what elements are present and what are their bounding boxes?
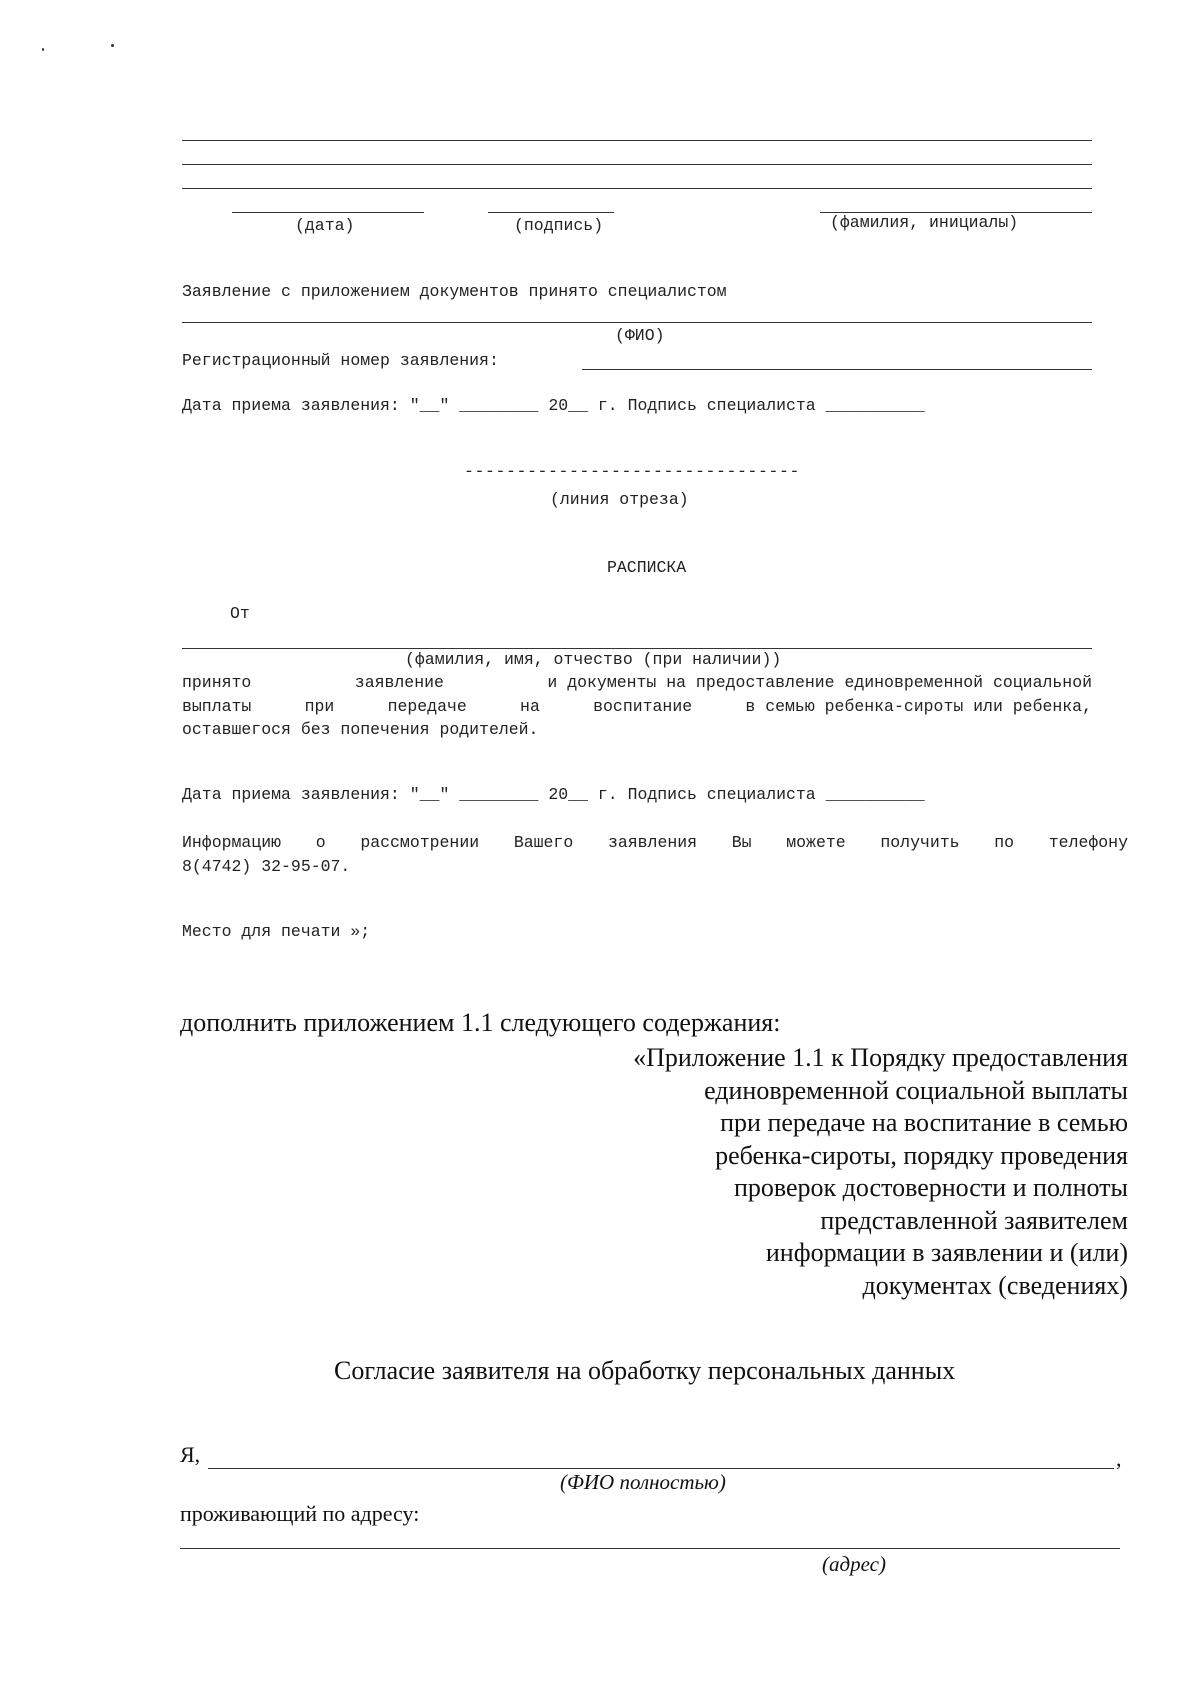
info-word: Вашего (513, 833, 574, 852)
receipt-word: принято (182, 673, 252, 692)
consent-fio-comma: , (1116, 1446, 1122, 1471)
receipt-word: и документы на предоставление единовременной социальной (547, 673, 1092, 692)
appendix-line: при передаче на воспитание в семью (720, 1108, 1128, 1137)
cut-line: -------------------------------- (464, 462, 801, 481)
appendix-line: единовременной социальной выплаты (704, 1075, 1128, 1105)
receipt-word: заявление (354, 673, 444, 692)
receipt-fio-line (182, 648, 1092, 649)
receipt-word: при (304, 697, 335, 716)
consent-fio-caption: (ФИО полностью) (560, 1470, 726, 1494)
consent-address-caption: (адрес) (822, 1552, 886, 1576)
receipt-body-line-2 (182, 697, 1092, 716)
appendix-line: информации в заявлении и (или) (765, 1238, 1128, 1267)
reg-number-line (582, 369, 1092, 370)
signature-caption: (подпись) (514, 216, 604, 235)
amendment-intro: дополнить приложением 1.1 следующего содержания: (180, 1008, 781, 1037)
signature-line (488, 212, 614, 213)
receipt-word: на (520, 697, 540, 716)
stamp-place: Место для печати »; (182, 922, 371, 941)
receipt-word: передаче (387, 697, 467, 716)
info-word: о (315, 833, 326, 852)
appendix-line: ребенка-сироты, порядку проведения (715, 1140, 1128, 1170)
consent-address-label: проживающий по адресу: (180, 1501, 420, 1526)
name-caption: (фамилия, инициалы) (830, 213, 1019, 232)
blank-line-3 (182, 188, 1092, 189)
scan-speck (111, 44, 114, 47)
specialist-fio-caption: (ФИО) (615, 326, 665, 345)
date-line (232, 212, 424, 213)
consent-i-label: Я, (180, 1442, 201, 1467)
appendix-heading (633, 1042, 1128, 1302)
info-word: можете (786, 833, 846, 852)
appendix-line: документах (сведениях) (862, 1270, 1128, 1300)
appendix-line: представленной заявителем (820, 1205, 1128, 1235)
appendix-line: проверок достоверности и полноты (733, 1173, 1128, 1202)
info-word: по (994, 833, 1015, 852)
consent-address-line (180, 1548, 1120, 1549)
receipt-date-line: Дата приема заявления: "__" ________ 20__ г. Подпись специалиста __________ (182, 785, 925, 804)
receipt-info-line (182, 833, 1128, 852)
appendix-line: «Приложение 1.1 к Порядку предоставления (633, 1043, 1128, 1072)
info-word: заявления (607, 833, 698, 852)
info-word: телефону (1048, 833, 1128, 852)
reg-number-label: Регистрационный номер заявления: (182, 351, 499, 370)
specialist-fio-line (182, 322, 1092, 323)
info-word: рассмотрении (360, 833, 480, 852)
info-word: Вы (731, 833, 752, 852)
blank-line-1 (182, 140, 1092, 141)
receipt-body-line-1 (182, 673, 1092, 692)
receipt-fio-caption: (фамилия, имя, отчество (при наличии)) (405, 650, 782, 669)
scan-speck (42, 48, 44, 51)
date-caption: (дата) (295, 216, 355, 235)
blank-line-2 (182, 164, 1092, 165)
cut-line-caption: (линия отреза) (550, 490, 689, 509)
receipt-word: в семью ребенка-сироты или ребенка, (745, 697, 1092, 716)
accepted-by-text: Заявление с приложением документов принято специалистом (182, 282, 727, 301)
info-word: получить (880, 833, 960, 852)
consent-title: Согласие заявителя на обработку персональных данных (334, 1356, 956, 1385)
receipt-word: выплаты (182, 697, 252, 716)
consent-fio-line (208, 1468, 1114, 1469)
receipt-word: воспитание (593, 697, 693, 716)
acceptance-date-line: Дата приема заявления: "__" ________ 20__ г. Подпись специалиста __________ (182, 396, 925, 415)
receipt-info-phone: 8(4742) 32-95-07. (182, 857, 351, 876)
receipt-title: РАСПИСКА (607, 558, 687, 577)
receipt-body-line-3: оставшегося без попечения родителей. (182, 720, 539, 739)
receipt-from-label: От (230, 604, 250, 623)
info-word: Информацию (182, 833, 282, 852)
